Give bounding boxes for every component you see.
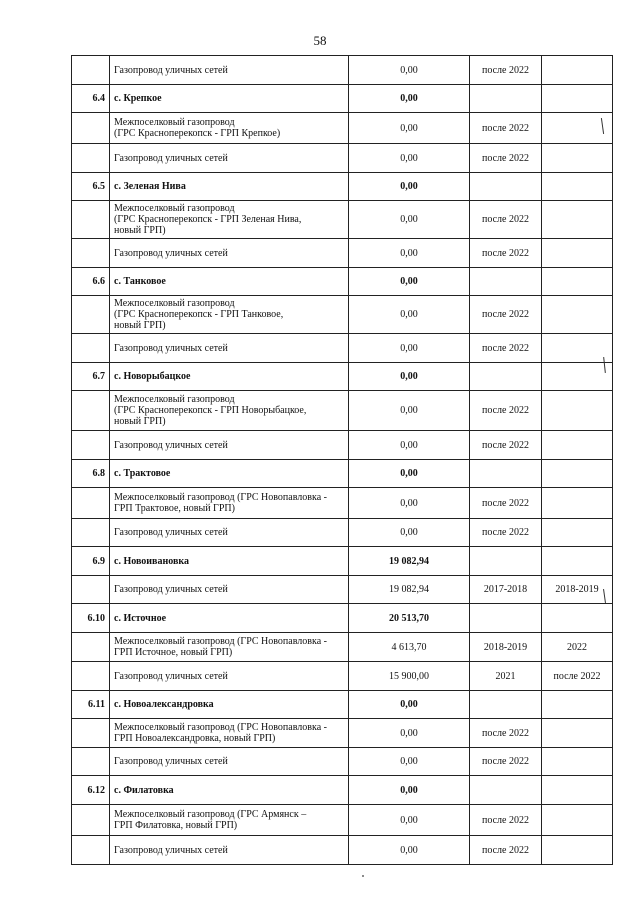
- object-name-cell: Газопровод уличных сетей: [110, 662, 349, 691]
- cost-cell: 4 613,70: [349, 633, 470, 662]
- object-name-cell: с. Танковое: [110, 268, 349, 296]
- section-row: [72, 363, 613, 391]
- start-period-cell: после 2022: [470, 144, 542, 173]
- end-period-cell: 2018-2019: [542, 576, 613, 604]
- start-period-cell: после 2022: [470, 431, 542, 460]
- table-row: [72, 662, 613, 691]
- section-row: [72, 604, 613, 633]
- row-number-cell: [72, 576, 110, 604]
- start-period-cell: после 2022: [470, 836, 542, 865]
- section-row: [72, 691, 613, 719]
- start-period-cell: [470, 460, 542, 488]
- start-period-cell: 2021: [470, 662, 542, 691]
- section-row: [72, 547, 613, 576]
- cost-cell: 0,00: [349, 460, 470, 488]
- table-row: [72, 836, 613, 865]
- end-period-cell: [542, 836, 613, 865]
- table-row: [72, 391, 613, 431]
- object-name-cell: Газопровод уличных сетей: [110, 144, 349, 173]
- start-period-cell: после 2022: [470, 488, 542, 519]
- object-name-cell: Газопровод уличных сетей: [110, 748, 349, 776]
- end-period-cell: [542, 748, 613, 776]
- object-name-cell: с. Филатовка: [110, 776, 349, 805]
- table-body: [72, 56, 613, 865]
- row-number-cell: [72, 519, 110, 547]
- row-number-cell: [72, 748, 110, 776]
- start-period-cell: [470, 85, 542, 113]
- start-period-cell: [470, 173, 542, 201]
- end-period-cell: [542, 719, 613, 748]
- start-period-cell: [470, 604, 542, 633]
- start-period-cell: [470, 547, 542, 576]
- start-period-cell: [470, 691, 542, 719]
- object-name-cell: с. Зеленая Нива: [110, 173, 349, 201]
- row-number-cell: [72, 144, 110, 173]
- object-name-cell: Газопровод уличных сетей: [110, 239, 349, 268]
- table-row: [72, 334, 613, 363]
- cost-cell: 0,00: [349, 776, 470, 805]
- section-row: [72, 268, 613, 296]
- object-name-cell: с. Новоалександровка: [110, 691, 349, 719]
- table-row: [72, 719, 613, 748]
- cost-cell: 0,00: [349, 488, 470, 519]
- start-period-cell: после 2022: [470, 56, 542, 85]
- object-name-cell: Межпоселковый газопровод (ГРС Красноперекопск - ГРП Крепкое): [110, 113, 349, 144]
- start-period-cell: 2017-2018: [470, 576, 542, 604]
- start-period-cell: после 2022: [470, 719, 542, 748]
- table-row: [72, 488, 613, 519]
- end-period-cell: [542, 431, 613, 460]
- end-period-cell: [542, 488, 613, 519]
- end-period-cell: [542, 201, 613, 239]
- row-number-cell: 6.8: [72, 460, 110, 488]
- object-name-cell: с. Новорыбацкое: [110, 363, 349, 391]
- table-row: [72, 201, 613, 239]
- object-name-cell: с. Новоивановка: [110, 547, 349, 576]
- object-name-cell: Газопровод уличных сетей: [110, 431, 349, 460]
- end-period-cell: [542, 173, 613, 201]
- cost-cell: 0,00: [349, 519, 470, 547]
- cost-cell: 19 082,94: [349, 547, 470, 576]
- cost-cell: 0,00: [349, 363, 470, 391]
- cost-cell: 0,00: [349, 201, 470, 239]
- end-period-cell: [542, 547, 613, 576]
- cost-cell: 0,00: [349, 296, 470, 334]
- object-name-cell: Межпоселковый газопровод (ГРС Новопавловка - ГРП Трактовое, новый ГРП): [110, 488, 349, 519]
- cost-cell: 0,00: [349, 836, 470, 865]
- table-row: [72, 576, 613, 604]
- object-name-cell: с. Трактовое: [110, 460, 349, 488]
- end-period-cell: [542, 776, 613, 805]
- gas-pipeline-table: [71, 55, 613, 865]
- row-number-cell: 6.12: [72, 776, 110, 805]
- cost-cell: 0,00: [349, 268, 470, 296]
- cost-cell: 15 900,00: [349, 662, 470, 691]
- end-period-cell: [542, 334, 613, 363]
- cost-cell: 0,00: [349, 239, 470, 268]
- object-name-cell: с. Источное: [110, 604, 349, 633]
- end-period-cell: [542, 268, 613, 296]
- end-period-cell: [542, 519, 613, 547]
- start-period-cell: [470, 776, 542, 805]
- object-name-cell: с. Крепкое: [110, 85, 349, 113]
- end-period-cell: [542, 296, 613, 334]
- start-period-cell: после 2022: [470, 519, 542, 547]
- row-number-cell: [72, 201, 110, 239]
- object-name-cell: Межпоселковый газопровод (ГРС Красноперекопск - ГРП Зеленая Нива, новый ГРП): [110, 201, 349, 239]
- start-period-cell: после 2022: [470, 296, 542, 334]
- section-row: [72, 776, 613, 805]
- cost-cell: 0,00: [349, 748, 470, 776]
- table-row: [72, 519, 613, 547]
- row-number-cell: [72, 633, 110, 662]
- cost-cell: 0,00: [349, 334, 470, 363]
- page-number: 58: [313, 33, 327, 48]
- start-period-cell: после 2022: [470, 334, 542, 363]
- cost-cell: 0,00: [349, 719, 470, 748]
- cost-cell: 0,00: [349, 391, 470, 431]
- row-number-cell: [72, 431, 110, 460]
- end-period-cell: [542, 85, 613, 113]
- cost-cell: 0,00: [349, 144, 470, 173]
- row-number-cell: [72, 113, 110, 144]
- section-row: [72, 173, 613, 201]
- row-number-cell: [72, 836, 110, 865]
- table-row: [72, 239, 613, 268]
- cost-cell: 0,00: [349, 113, 470, 144]
- row-number-cell: [72, 488, 110, 519]
- start-period-cell: после 2022: [470, 113, 542, 144]
- start-period-cell: после 2022: [470, 239, 542, 268]
- row-number-cell: 6.7: [72, 363, 110, 391]
- cost-cell: 0,00: [349, 85, 470, 113]
- table-row: [72, 633, 613, 662]
- object-name-cell: Межпоселковый газопровод (ГРС Новопавловка - ГРП Новоалександровка, новый ГРП): [110, 719, 349, 748]
- cost-cell: 0,00: [349, 805, 470, 836]
- cost-cell: 20 513,70: [349, 604, 470, 633]
- end-period-cell: [542, 604, 613, 633]
- start-period-cell: [470, 268, 542, 296]
- object-name-cell: Газопровод уличных сетей: [110, 519, 349, 547]
- row-number-cell: 6.5: [72, 173, 110, 201]
- table-row: [72, 805, 613, 836]
- section-row: [72, 85, 613, 113]
- table-row: [72, 144, 613, 173]
- end-period-cell: [542, 391, 613, 431]
- row-number-cell: [72, 56, 110, 85]
- row-number-cell: [72, 391, 110, 431]
- ink-dot: [362, 875, 364, 877]
- cost-cell: 0,00: [349, 173, 470, 201]
- start-period-cell: после 2022: [470, 748, 542, 776]
- row-number-cell: [72, 296, 110, 334]
- end-period-cell: [542, 460, 613, 488]
- cost-cell: 0,00: [349, 691, 470, 719]
- table-row: [72, 296, 613, 334]
- object-name-cell: Газопровод уличных сетей: [110, 334, 349, 363]
- start-period-cell: после 2022: [470, 201, 542, 239]
- row-number-cell: 6.4: [72, 85, 110, 113]
- start-period-cell: после 2022: [470, 391, 542, 431]
- object-name-cell: Межпоселковый газопровод (ГРС Красноперекопск - ГРП Новорыбацкое, новый ГРП): [110, 391, 349, 431]
- start-period-cell: 2018-2019: [470, 633, 542, 662]
- table-row: [72, 431, 613, 460]
- object-name-cell: Межпоселковый газопровод (ГРС Новопавловка - ГРП Источное, новый ГРП): [110, 633, 349, 662]
- cost-cell: 19 082,94: [349, 576, 470, 604]
- row-number-cell: [72, 662, 110, 691]
- end-period-cell: [542, 144, 613, 173]
- object-name-cell: Газопровод уличных сетей: [110, 576, 349, 604]
- row-number-cell: [72, 805, 110, 836]
- object-name-cell: Межпоселковый газопровод (ГРС Красноперекопск - ГРП Танковое, новый ГРП): [110, 296, 349, 334]
- cost-cell: 0,00: [349, 56, 470, 85]
- end-period-cell: 2022: [542, 633, 613, 662]
- row-number-cell: 6.10: [72, 604, 110, 633]
- row-number-cell: [72, 239, 110, 268]
- object-name-cell: Газопровод уличных сетей: [110, 56, 349, 85]
- end-period-cell: [542, 239, 613, 268]
- section-row: [72, 460, 613, 488]
- table-row: [72, 748, 613, 776]
- table-row: [72, 113, 613, 144]
- cost-cell: 0,00: [349, 431, 470, 460]
- end-period-cell: [542, 363, 613, 391]
- start-period-cell: [470, 363, 542, 391]
- end-period-cell: после 2022: [542, 662, 613, 691]
- row-number-cell: 6.6: [72, 268, 110, 296]
- row-number-cell: 6.9: [72, 547, 110, 576]
- object-name-cell: Газопровод уличных сетей: [110, 836, 349, 865]
- start-period-cell: после 2022: [470, 805, 542, 836]
- row-number-cell: [72, 719, 110, 748]
- end-period-cell: [542, 691, 613, 719]
- row-number-cell: 6.11: [72, 691, 110, 719]
- table-row: [72, 56, 613, 85]
- end-period-cell: [542, 56, 613, 85]
- row-number-cell: [72, 334, 110, 363]
- end-period-cell: [542, 805, 613, 836]
- object-name-cell: Межпоселковый газопровод (ГРС Армянск – ГРП Филатовка, новый ГРП): [110, 805, 349, 836]
